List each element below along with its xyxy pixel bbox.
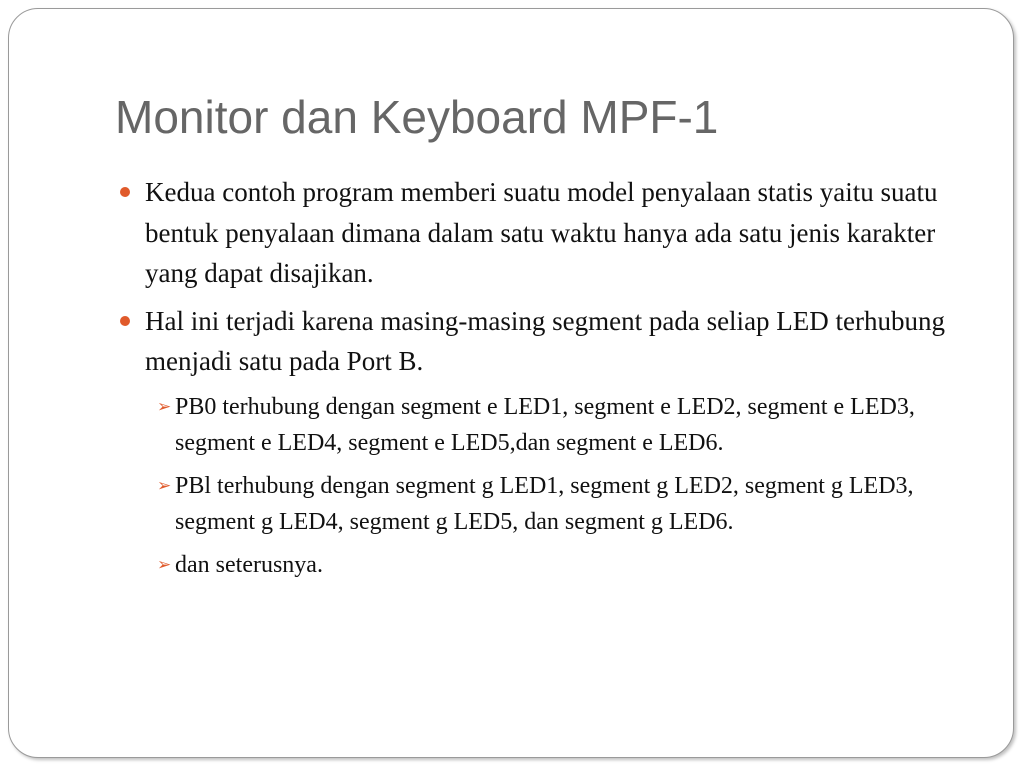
arrow-bullet-icon: ➢	[157, 396, 172, 416]
sub-bullet-item	[115, 547, 975, 584]
sub-bullet-text: PBl terhubung dengan segment g LED1, segment g LED2, segment g LED3, segment g LED4, segment g LED5, dan segment g LED6.	[175, 472, 914, 535]
bullet-item	[115, 172, 975, 294]
slide-title: Monitor dan Keyboard MPF-1	[115, 91, 719, 143]
slide-body	[115, 172, 975, 589]
sub-bullet-text: PB0 terhubung dengan segment e LED1, segment e LED2, segment e LED3, segment e LED4, segment e LED5,dan segment e LED6.	[175, 393, 915, 456]
bullet-text: Kedua contoh program memberi suatu model penyalaan statis yaitu suatu bentuk penyalaan dimana dalam satu waktu hanya ada satu jenis karakter yang dapat disajikan.	[145, 177, 938, 288]
bullet-item	[115, 301, 975, 382]
arrow-bullet-icon: ➢	[157, 475, 172, 495]
bullet-text: Hal ini terjadi karena masing-masing segment pada seliap LED terhubung menjadi satu pada Port B.	[145, 305, 946, 376]
sub-bullet-item	[115, 389, 975, 462]
slide-frame	[8, 8, 1014, 758]
sub-bullet-text: dan seterusnya.	[175, 551, 323, 578]
bullet-dot-icon	[120, 187, 130, 197]
arrow-bullet-icon: ➢	[157, 554, 172, 574]
bullet-dot-icon	[120, 316, 130, 326]
sub-bullet-item	[115, 468, 975, 541]
